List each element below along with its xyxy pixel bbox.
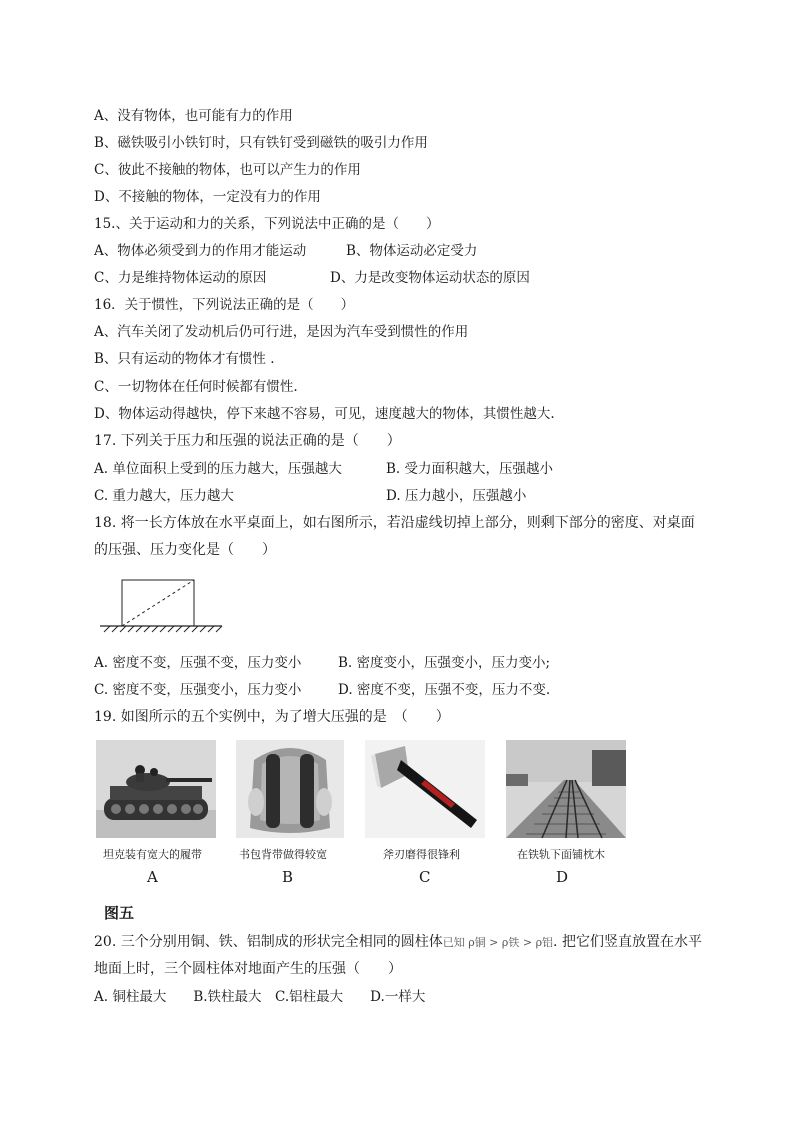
block-on-table-diagram — [100, 576, 226, 636]
letter-c: C — [419, 868, 431, 886]
q15-option-d: D、力是改变物体运动状态的原因 — [330, 270, 530, 286]
cut-dashed-line — [122, 580, 194, 626]
q18-option-a: A. 密度不变，压强不变，压力变小 — [94, 655, 302, 671]
q16-option-d: D、物体运动得越快，停下来越不容易，可见，速度越大的物体，其惯性越大. — [94, 406, 555, 422]
q15-option-a: A、物体必须受到力的作用才能运动 — [94, 243, 307, 259]
q16-option-b: B、只有运动的物体才有惯性 . — [94, 351, 275, 367]
letter-d: D — [556, 868, 569, 886]
q20-stem-line1 — [94, 933, 702, 952]
letter-b: B — [282, 868, 294, 886]
q17-option-b: B. 受力面积越大，压强越小 — [386, 461, 554, 477]
backpack-image — [236, 740, 344, 838]
q15-option-c: C、力是维持物体运动的原因 — [94, 270, 267, 286]
q15-stem: 15.、关于运动和力的关系，下列说法中正确的是（ ） — [94, 216, 440, 232]
caption-d: 在铁轨下面铺枕木 — [517, 848, 605, 861]
density-relation: 已知 ρ铜 > ρ铁 > ρ铝 — [442, 936, 554, 949]
q14-option-d: D、不接触的物体，一定没有力的作用 — [94, 189, 321, 205]
q20-stem-a: 20. 三个分别用铜、铁、铝制成的形状完全相同的圆柱体 — [94, 934, 443, 950]
q18-stem-line2: 的压强、压力变化是（ ） — [94, 542, 276, 558]
caption-c: 斧刃磨得很锋利 — [383, 848, 460, 861]
q18-option-d: D. 密度不变，压强不变，压力不变. — [338, 682, 551, 698]
caption-a: 坦克装有宽大的履带 — [103, 848, 202, 861]
q14-option-c: C、彼此不接触的物体，也可以产生力的作用 — [94, 162, 361, 178]
table-hatching — [104, 626, 222, 632]
q15-option-b: B、物体运动必定受力 — [346, 243, 478, 259]
axe-image — [365, 740, 485, 838]
railway-image — [506, 740, 626, 838]
q20-stem-b: . 把它们竖直放置在水平 — [553, 934, 702, 950]
tank-image — [96, 740, 216, 838]
q19-stem: 19. 如图所示的五个实例中，为了增大压强的是 （ ） — [94, 709, 450, 725]
q17-option-d: D. 压力越小，压强越小 — [386, 488, 527, 504]
q20-stem-line2: 地面上时，三个圆柱体对地面产生的压强（ ） — [94, 961, 402, 977]
letter-a: A — [147, 868, 158, 886]
q17-option-a: A. 单位面积上受到的压力越大，压强越大 — [94, 461, 342, 477]
q18-option-c: C. 密度不变，压强变小，压力变小 — [94, 682, 302, 698]
q17-option-c: C. 重力越大，压力越大 — [94, 488, 234, 504]
q16-option-a: A、汽车关闭了发动机后仍可行进，是因为汽车受到惯性的作用 — [94, 324, 469, 340]
q18-option-b: B. 密度变小，压强变小，压力变小; — [338, 655, 551, 671]
q16-option-c: C、一切物体在任何时候都有惯性. — [94, 379, 298, 395]
q14-option-a: A、没有物体，也可能有力的作用 — [94, 108, 293, 124]
figure-label: 图五 — [104, 904, 135, 922]
caption-b: 书包背带做得较宽 — [239, 848, 327, 861]
q16-stem: 16．关于惯性，下列说法正确的是（ ） — [94, 297, 355, 313]
q14-option-b: B、磁铁吸引小铁钉时，只有铁钉受到磁铁的吸引力作用 — [94, 135, 428, 151]
q18-stem-line1: 18. 将一长方体放在水平桌面上，如右图所示，若沿虚线切掉上部分，则剩下部分的密度、对桌面 — [94, 515, 695, 531]
q17-stem: 17. 下列关于压力和压强的说法正确的是（ ） — [94, 433, 401, 449]
q20-options: A. 铜柱最大 B.铁柱最大 C.铝柱最大 D.一样大 — [94, 989, 426, 1005]
